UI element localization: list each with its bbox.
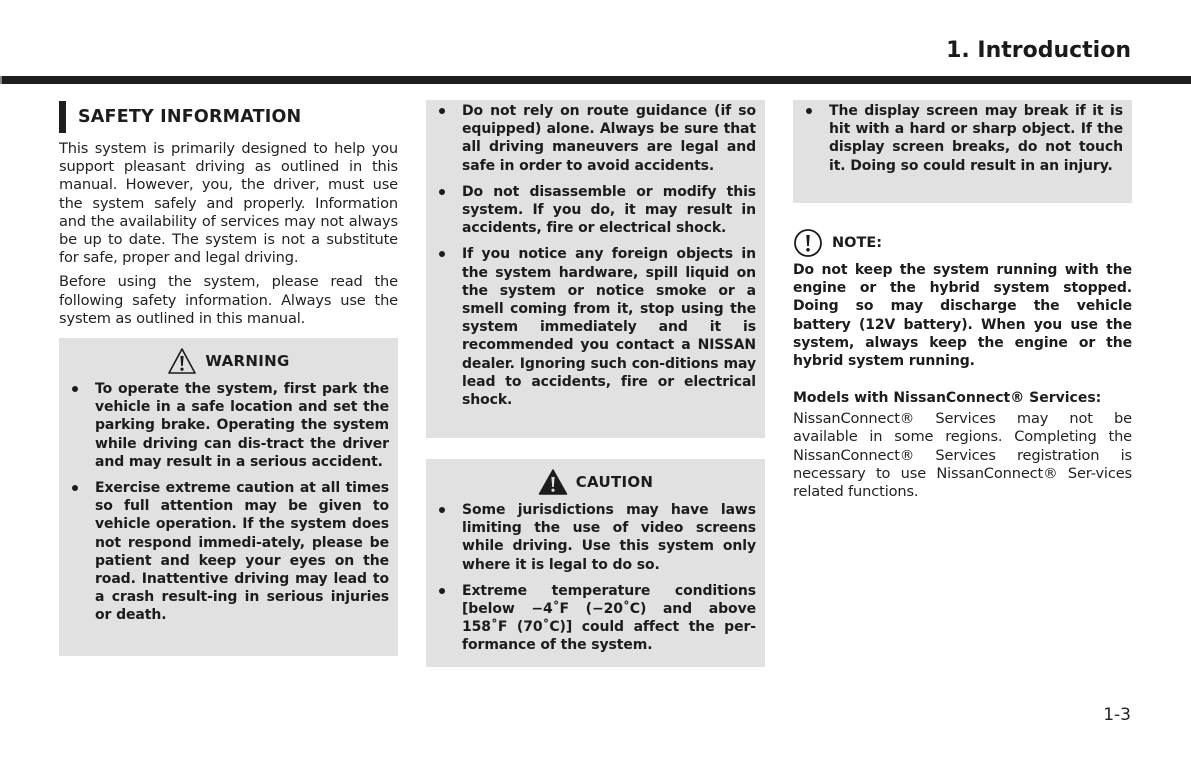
intro-paragraph: This system is primarily designed to help you support pleasant driving as outlined in this manual. However, you, the driver, must use the system safely and properly. Information and the availability of services may not always be up to date. The system is not a substitute for safe, proper and legal driving. — [59, 140, 398, 267]
bullet-icon — [806, 108, 812, 114]
warning-item — [435, 183, 756, 238]
header-rule — [0, 76, 1191, 84]
column-3 — [793, 100, 1132, 507]
warning-box-continued — [426, 100, 765, 438]
bullet-icon — [72, 485, 78, 491]
caution-header — [435, 467, 756, 497]
warning-item-text: To operate the system, first park the vehicle in a safe location and set the parking brake. Operating the system while driving can dis-tract the driver and may result in a serious accident. — [95, 381, 389, 470]
warning-box — [59, 338, 398, 656]
bullet-icon — [439, 251, 445, 257]
bullet-icon — [439, 588, 445, 594]
warning-item — [68, 479, 389, 625]
warning-item-text: Do not disassemble or modify this system. If you do, it may result in accidents, fire or electrical shock. — [462, 183, 756, 237]
bullet-icon — [439, 108, 445, 114]
nissanconnect-text: NissanConnect® Services may not be available in some regions. Completing the NissanConnect® Services registration is necessary to use NissanConnect® Ser-vices related functions. — [793, 410, 1132, 501]
caution-item-text: Extreme temperature conditions [below −4˚F (−20˚C) and above 158˚F (70˚C)] could affect the per-formance of the system. — [462, 582, 756, 654]
section-heading — [59, 100, 398, 134]
bullet-icon — [439, 189, 445, 195]
warning-header — [68, 346, 389, 376]
section-bar — [59, 101, 66, 133]
nissanconnect-heading: Models with NissanConnect® Services: — [793, 390, 1102, 407]
bullet-icon — [439, 507, 445, 513]
caution-item — [802, 102, 1123, 175]
section-title: SAFETY INFORMATION — [78, 107, 302, 127]
warning-label: WARNING — [205, 352, 290, 371]
chapter-title: 1. Introduction — [946, 38, 1131, 63]
warning-list-continued — [435, 102, 756, 409]
note-label: NOTE: — [832, 235, 883, 251]
warning-list — [68, 380, 389, 625]
caution-item — [435, 501, 756, 574]
warning-outline-triangle-icon — [167, 347, 197, 375]
page-number: 1-3 — [1103, 705, 1131, 725]
warning-item — [68, 380, 389, 471]
warning-item-text: If you notice any foreign objects in the system hardware, spill liquid on the system or notice smoke or a smell coming from it, stop using the system immediately and it is recommended you contact a NISSAN dealer. Ignoring such con-ditions may lead to accidents, fire or electrical shock. — [462, 246, 756, 409]
note-header — [793, 227, 1132, 259]
caution-list-continued — [802, 102, 1123, 175]
bullet-icon — [72, 386, 78, 392]
warning-item-text: Exercise extreme caution at all times so full attention may be given to vehicle operation. If the system does not respond immedi-ately, please be patient and keep your eyes on the road. Inattentive driving may lead to a crash result-ing in serious injuries or death. — [95, 480, 389, 624]
warning-item-text: Do not rely on route guidance (if so equipped) alone. Always be sure that all driving maneuvers are legal and safe in order to avoid accidents. — [462, 103, 756, 174]
warning-item — [435, 245, 756, 409]
warning-item — [435, 102, 756, 175]
caution-item-text: The display screen may break if it is hit with a hard or sharp object. If the display screen breaks, do not touch it. Doing so could result in an injury. — [829, 103, 1123, 174]
caution-list — [435, 501, 756, 655]
caution-filled-triangle-icon — [538, 468, 568, 496]
column-1 — [59, 100, 398, 656]
exclamation-circle-icon — [793, 228, 823, 258]
caution-item — [435, 582, 756, 655]
intro-paragraph-2: Before using the system, please read the following safety information. Always use the system as outlined in this manual. — [59, 273, 398, 327]
caution-box-continued — [793, 100, 1132, 203]
column-2 — [426, 100, 765, 667]
caution-label: CAUTION — [575, 473, 654, 491]
note-text: Do not keep the system running with the engine or the hybrid system stopped. Doing so may discharge the vehicle battery (12V battery). When you use the system, always keep the engine or the hybrid system running. — [793, 262, 1132, 370]
caution-box — [426, 459, 765, 667]
caution-item-text: Some jurisdictions may have laws limiting the use of video screens while driving. Use this system only where it is legal to do so. — [462, 502, 756, 573]
